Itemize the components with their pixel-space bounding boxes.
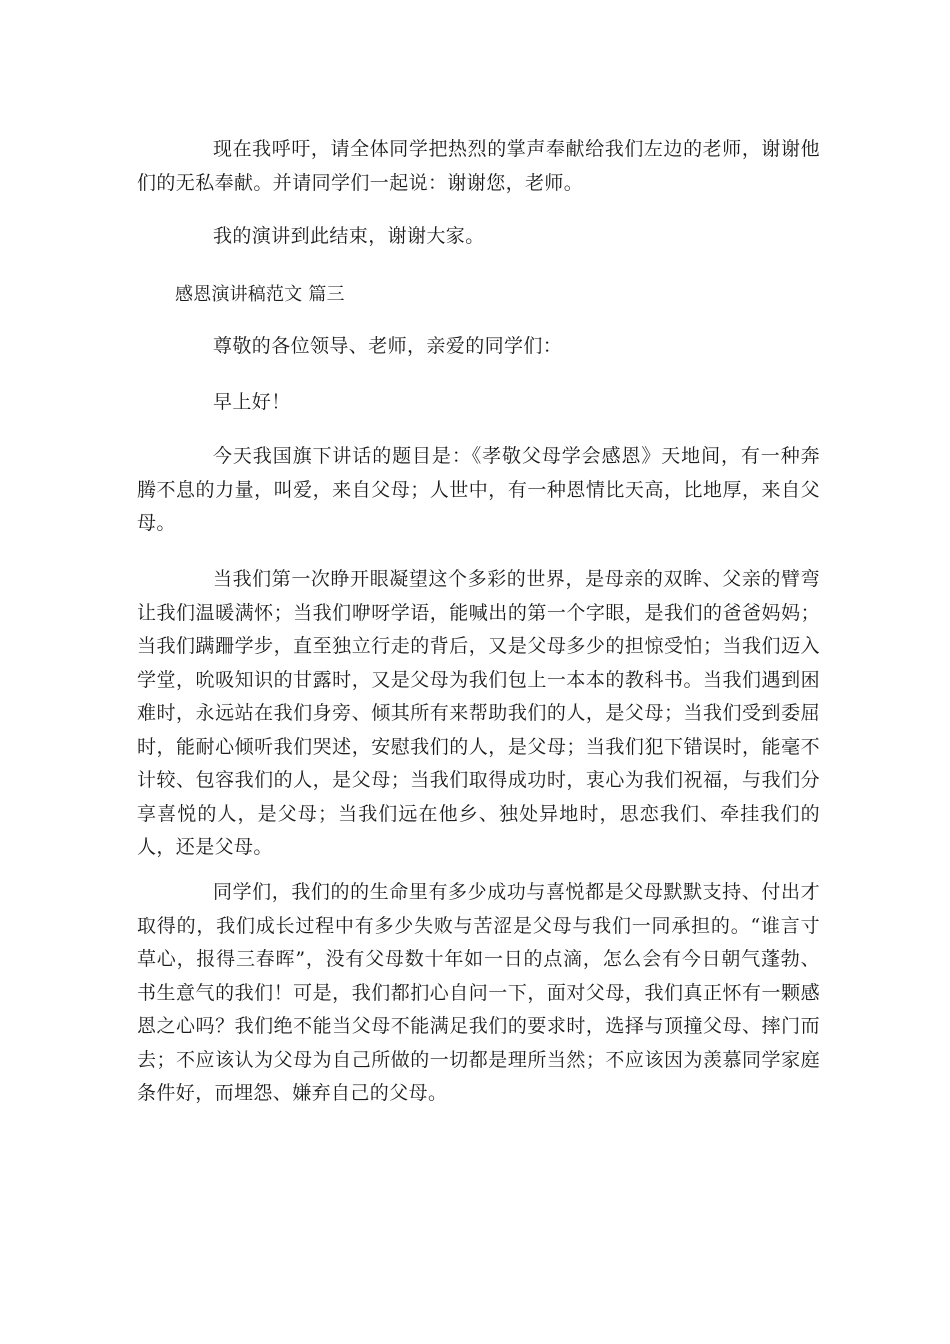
- paragraph-call-to-applause: 现在我呼吁，请全体同学把热烈的掌声奉献给我们左边的老师，谢谢他们的无私奉献。并请同学们一起说：谢谢您，老师。: [137, 138, 820, 194]
- section-title: 感恩演讲稿范文 篇三: [175, 284, 345, 305]
- paragraph-greeting-audience: 尊敬的各位领导、老师，亲爱的同学们：: [213, 335, 563, 357]
- paragraph-gratitude: 同学们，我们的的生命里有多少成功与喜悦都是父母默默支持、付出才取得的，我们成长过程中有多少失败与苦涩是父母与我们一同承担的。“谁言寸草心，报得三春晖”，没有父母数十年如一日的点滴，怎么会有今日朝气蓬勃、书生意气的我们！可是，我们都扪心自问一下，面对父母，我们真正怀有一颗感恩之心吗？我们绝不能当父母不能满足我们的要求时，选择与顶撞父母、摔门而去；不应该认为父母为自己所做的一切都是理所当然；不应该因为羡慕同学家庭条件好，而埋怨、嫌弃自己的父母。: [137, 881, 820, 1104]
- paragraph-closing: 我的演讲到此结束，谢谢大家。: [213, 225, 485, 247]
- paragraph-topic: 今天我国旗下讲话的题目是：《孝敬父母学会感恩》天地间，有一种奔腾不息的力量，叫爱，来自父母；人世中，有一种恩情比天高，比地厚，来自父母。: [137, 445, 820, 534]
- paragraph-parents-love: 当我们第一次睁开眼凝望这个多彩的世界，是母亲的双眸、父亲的臂弯让我们温暖满怀；当我们咿呀学语，能喊出的第一个字眼，是我们的爸爸妈妈；当我们蹒跚学步，直至独立行走的背后，又是父母多少的担惊受怕；当我们迈入学堂，吮吸知识的甘露时，又是父母为我们包上一本本的教科书。当我们遇到困难时，永远站在我们身旁、倾其所有来帮助我们的人，是父母；当我们受到委屈时，能耐心倾听我们哭述，安慰我们的人，是父母；当我们犯下错误时，能毫不计较、包容我们的人，是父母；当我们取得成功时，衷心为我们祝福，与我们分享喜悦的人，是父母；当我们远在他乡、独处异地时，思恋我们、牵挂我们的人，还是父母。: [137, 568, 820, 858]
- paragraph-good-morning: 早上好！: [213, 391, 291, 413]
